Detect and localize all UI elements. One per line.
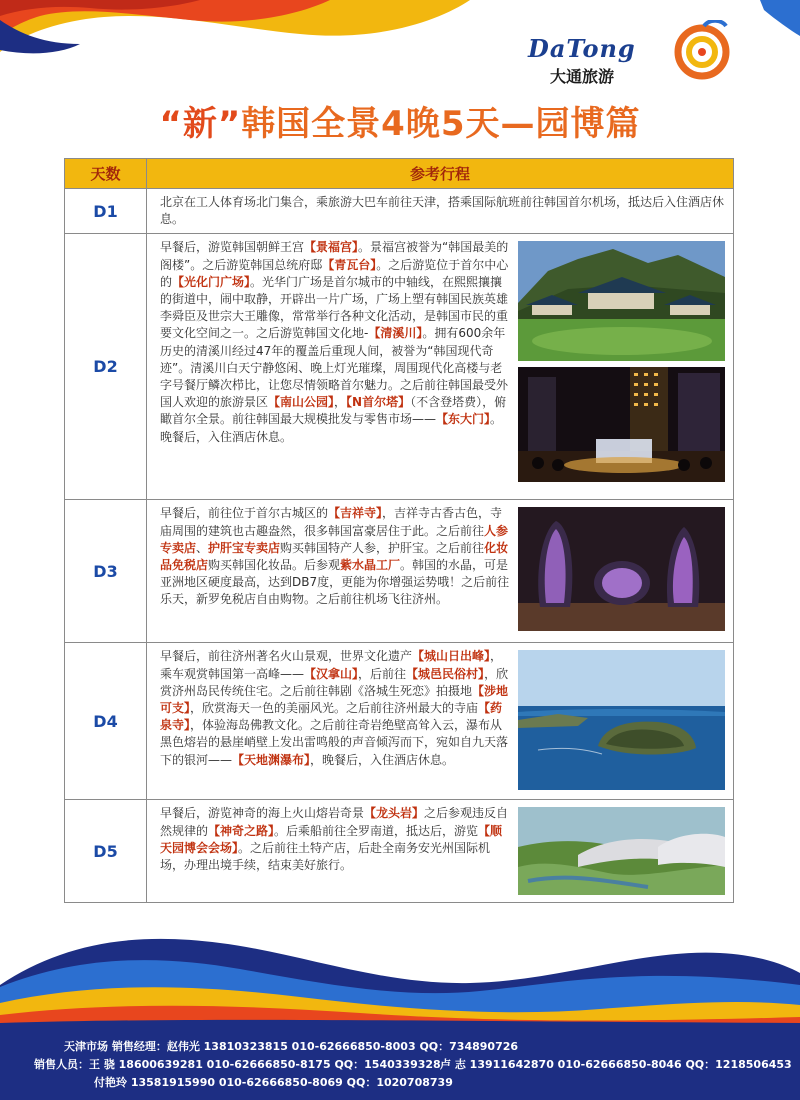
- description-segment: 。晚餐后，入住酒店休息。: [160, 412, 503, 444]
- highlight-place: 【光化门广场】: [172, 274, 251, 289]
- highlight-place: 【天地渊瀑布】: [232, 752, 311, 767]
- description-segment: 。韩国的水晶，可是亚洲地区硬度最高，达到DB7度，更能为你增强运势哦！之后前往乐天，新罗免税店自由购物。之后前往机场飞往济州。: [160, 558, 510, 607]
- highlight-place: 【药泉寺】: [160, 701, 503, 733]
- spiral-logo-icon: [674, 20, 730, 80]
- day-label: D4: [65, 643, 147, 800]
- description-segment: 。拥有600余年历史的清溪川经过47年的覆盖后重现人间，被誉为“韩国现代奇迹”。清溪川白天宁静悠闲、晚上灯光璀璨，周围现代化高楼与老字号餐厅鳞次栉比，让您尽情领略首尔魅力。之后前往韩国最受外国人欢迎的旅游景区: [160, 326, 509, 410]
- highlight-place: 【N首尔塔】: [346, 395, 411, 410]
- highlight-place: 【涉地可支】: [160, 683, 509, 716]
- highlight-place: 【龙头岩】: [364, 806, 425, 821]
- itinerary-text: [160, 239, 510, 482]
- highlight-place: 【顺天园博会会场】: [160, 823, 503, 855]
- itinerary-text: [160, 805, 510, 895]
- header-day: 天数: [65, 159, 147, 189]
- description-segment: ，乘车观赏韩国第一高峰——: [160, 649, 503, 681]
- description-segment: 之后参观违反自然规律的: [160, 806, 509, 838]
- description-segment: 早餐后，前往位于首尔古城区的: [160, 506, 329, 521]
- description-segment: ，欣赏海天一色的美丽风光。之后前往济州最大的寺庙: [190, 701, 479, 716]
- description-segment: ，晚餐后，入住酒店休息。: [310, 752, 455, 767]
- gyeongbokgung-photo: [518, 241, 725, 361]
- suncheon-garden-expo-photo: [518, 807, 725, 895]
- footer-decoration: [0, 925, 800, 1029]
- description-segment: 。光华门广场是首尔城市的中轴线，在熙熙攘攘的街道中，闹中取静，开辟出一片广场，广场上塑有韩国民族英雄李舜臣及世宗大王雕像，常常举行各种文化活动，是韩国市民的重要文化空间之一。之后游览韩国文化地-: [160, 274, 509, 341]
- description-segment: 。景福宫被誉为“韩国最美的阁楼”。之后游览韩国总统府邸: [160, 240, 509, 272]
- description-segment: ，: [334, 395, 347, 410]
- description-segment: 早餐后，游览神奇的海上火山熔岩奇景: [160, 806, 365, 821]
- itinerary-cell: [147, 234, 734, 500]
- title-new-mark: “新”: [159, 104, 242, 144]
- cheonggyecheon-night-photo: [518, 367, 725, 482]
- table-row: [65, 234, 734, 500]
- highlight-place: 紫水晶工厂: [340, 558, 401, 573]
- itinerary-table: [64, 158, 734, 903]
- description-segment: 购买韩国特产人参，护肝宝。之后前往: [280, 540, 485, 555]
- description-segment: 早餐后，前往济州著名火山景观，世界文化遗产: [160, 649, 413, 664]
- itinerary-cell: [147, 800, 734, 903]
- description-segment: （不含登塔费），俯瞰首尔全景。前往韩国最大规模批发与零售市场——: [160, 395, 507, 427]
- highlight-place: 【青瓦台】: [322, 257, 377, 272]
- seongsan-ilchulbong-photo: [518, 650, 725, 790]
- highlight-place: 【神奇之路】: [208, 823, 275, 838]
- footer-sales-line-right: 卢 志 13911642870 010-62666850-8046 QQ：1218506453: [440, 1058, 792, 1071]
- table-row: [65, 189, 734, 234]
- itinerary-cell: [147, 643, 734, 800]
- itinerary-cell: [147, 500, 734, 643]
- highlight-place: 【汉拿山】: [304, 666, 359, 681]
- title-text: 韩国全景4晚5天—园博篇: [241, 104, 641, 144]
- highlight-place: 【城邑民俗村】: [406, 666, 485, 681]
- highlight-place: 护肝宝专卖店: [208, 540, 281, 555]
- logo-english-text: DaTong: [528, 34, 636, 63]
- highlight-place: 【景福宫】: [304, 240, 359, 255]
- highlight-place: 【城山日出峰】: [412, 649, 491, 664]
- description-segment: ，吉祥寺古香古色，寺庙周围的建筑也古趣盎然，很多韩国富豪居住于此。之后前往: [160, 506, 503, 538]
- datong-logo: [528, 12, 728, 92]
- description-segment: 、: [196, 540, 209, 555]
- page-title: [0, 96, 800, 145]
- description-segment: 购买韩国化妆品。后参观: [208, 558, 341, 573]
- day-label: D2: [65, 234, 147, 500]
- header-itinerary: 参考行程: [147, 159, 734, 189]
- itinerary-text: [147, 189, 734, 234]
- itinerary-text: [160, 505, 510, 631]
- description-segment: 。后乘船前往全罗南道，抵达后，游览: [274, 823, 479, 838]
- footer-sales-line-3: 付艳玲 13581915990 010-62666850-8069 QQ：1020708739: [94, 1076, 453, 1089]
- description-segment: ，后前往: [358, 666, 407, 681]
- description-segment: 早餐后，游览韩国朝鲜王宫: [160, 240, 305, 255]
- description-segment: 。之后前往土特产店，后赴全南务安光州国际机场，办理出境手续，结束美好旅行。: [160, 840, 491, 873]
- day-label: D5: [65, 800, 147, 903]
- description-segment: ，体验海岛佛教文化。之后前往奇岩绝壁高耸入云，瀑布从黑色熔岩的悬崖峭壁上发出雷鸣般的声音倾泻而下，宛如自九天落下的银河——: [160, 718, 509, 767]
- highlight-place: 【东大门】: [436, 412, 491, 427]
- highlight-place: 人参专卖店: [160, 523, 509, 555]
- footer-sales-line: 销售人员：王 骁 18600639281 010-62666850-8175 QQ：1540339328: [34, 1058, 441, 1071]
- table-header-row: [65, 159, 734, 189]
- table-row: [65, 800, 734, 903]
- highlight-place: 【吉祥寺】: [328, 506, 383, 521]
- table-row: [65, 500, 734, 643]
- day-label: D3: [65, 500, 147, 643]
- highlight-place: 【清溪川】: [368, 326, 423, 341]
- highlight-place: 化妆品免税店: [160, 540, 509, 573]
- highlight-place: 【南山公园】: [268, 395, 335, 410]
- day-label: D1: [65, 189, 147, 234]
- logo-chinese-text: 大通旅游: [550, 67, 615, 86]
- amethyst-photo: [518, 507, 725, 631]
- description-segment: 北京在工人体育场北门集合，乘旅游大巴车前往天津，搭乘国际航班前往韩国首尔机场，抵达后入住酒店休息。: [160, 195, 725, 227]
- footer-manager-line: 天津市场 销售经理：赵伟光 13810323815 010-62666850-8003 QQ：734890726: [64, 1040, 519, 1053]
- itinerary-text: [160, 648, 510, 790]
- table-row: [65, 643, 734, 800]
- description-segment: 。之后游览位于首尔中心的: [160, 257, 509, 289]
- description-segment: ，欣赏济州岛民传统住宅。之后前往韩剧《洛城生死恋》拍摄地: [160, 666, 509, 698]
- contact-footer: [0, 1028, 800, 1100]
